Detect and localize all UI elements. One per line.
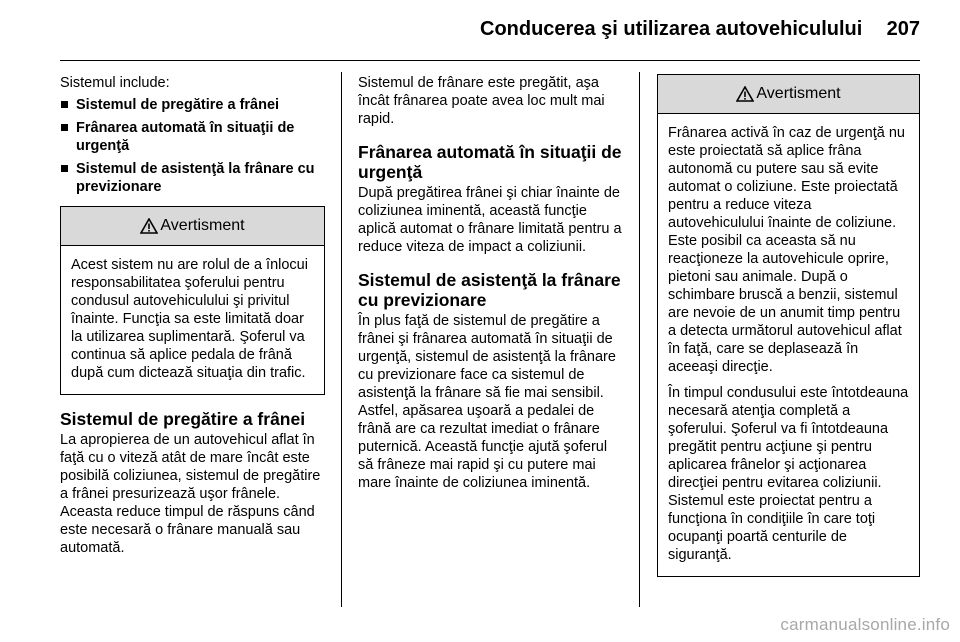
feature-list [60, 96, 325, 196]
section-heading: Frânarea automată în situaţii de urgenţă [358, 142, 622, 182]
warning-box [657, 74, 920, 577]
warning-text: Frânarea activă în caz de urgenţă nu este proiectată să aplice frâna autonomă cu putere sau să evite automat o coliziune. Este proiectată pentru a reduce viteza autovehiculului înainte de coliziune. Este posibil ca aceasta să nu reacţioneze la autovehicule oprire, pietoni sau animale. După o schimbare bruscă a benzii, sistemul are nevoie de un anumit timp pentru a detecta următorul autovehicul aflat în faţă, care se deplasează în aceeaşi direcţie. [668, 125, 905, 375]
warning-header [658, 75, 919, 114]
section-heading: Sistemul de asistenţă la frânare cu previzionare [358, 270, 621, 310]
warning-header [61, 207, 324, 246]
warning-text: Acest sistem nu are rolul de a înlocui responsabilitatea şoferului pentru condusul autovehiculului şi privitul înainte. Funcţia sa este limitată doar la utilizarea suplimentară. Şoferul va continua să aplice pedala de frână după cum dictează situaţia din trafic. [71, 257, 308, 381]
list-item: Sistemul de pregătire a frânei [60, 96, 325, 114]
section-text: La apropierea de un autovehicul aflat în faţă cu o viteză atât de mare încât este posibilă coliziunea, sistemul de pregătire a frânei presurizează uşor frânele. Aceasta reduce timpul de răspuns când este necesară o frânare manuală sau automată. [60, 432, 321, 556]
warning-box [60, 206, 325, 395]
intro-text: Sistemul include: [60, 75, 170, 91]
page-number: 207 [886, 18, 920, 40]
column-1 [60, 74, 325, 561]
column-2 [358, 74, 623, 496]
section-heading: Sistemul de pregătire a frânei [60, 409, 306, 429]
warning-triangle-icon [736, 86, 754, 102]
list-item: Sistemul de asistenţă la frânare cu previzionare [60, 160, 325, 196]
paragraph: Sistemul de frânare este pregătit, aşa încât frânarea poate avea loc mult mai rapid. [358, 75, 605, 127]
section-text: În plus faţă de sistemul de pregătire a frânei şi frânarea automată în situaţii de urgenţă, sistemul de asistenţă la frânare cu previzionare face ca sistemul de asistenţă la frânare să fie mai sensibil. Astfel, apăsarea uşoară a pedalei de frână are ca rezultat imediat o frânare puternică. Această funcţie ajută şoferul să frâneze mai rapid şi cu putere mai mare înainte de coliziunea iminentă. [358, 313, 616, 491]
section-text: După pregătirea frânei şi chiar înainte de coliziunea iminentă, această funcţie aplică automat o frânare limitată pentru a reduce viteza de impact a coliziunii. [358, 185, 622, 255]
watermark-text: carmanualsonline.info [780, 615, 950, 634]
warning-triangle-icon [140, 218, 158, 234]
warning-text: În timpul condusului este întotdeauna necesară atenţia completă a şoferului. Şoferul va fi întotdeauna pregătit pentru acţiune şi pentru aplicarea frânelor şi acţionarea direcţiei pentru evitarea coliziunii. Sistemul este proiectat pentru a funcţiona în condiţiile în care toţi ocupanţi poartă centurile de siguranţă. [668, 385, 909, 563]
header-rule [60, 60, 920, 61]
column-3 [657, 74, 920, 591]
warning-title: Avertisment [160, 217, 245, 234]
warning-title: Avertisment [756, 85, 841, 102]
warning-body [658, 114, 919, 576]
column-divider-2 [639, 72, 640, 607]
page-header-title: Conducerea şi utilizarea autovehiculului [480, 18, 863, 40]
warning-body [61, 246, 324, 394]
column-divider-1 [341, 72, 342, 607]
list-item: Frânarea automată în situaţii de urgenţă [60, 119, 325, 155]
